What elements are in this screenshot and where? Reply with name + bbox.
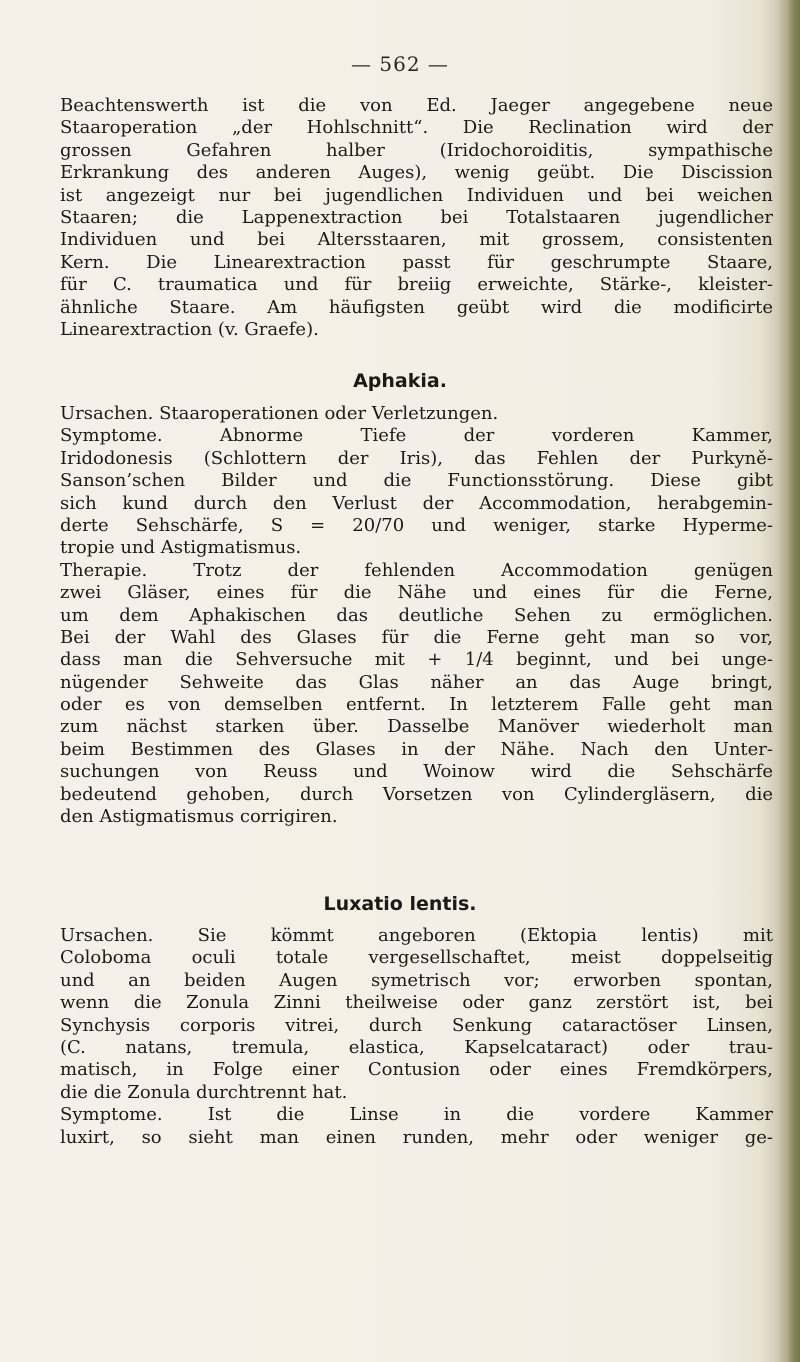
text-line: derte Sehschärfe, S = 20/70 und weniger, starke Hyperme- (60, 514, 773, 536)
section-heading-luxatio-lentis: Luxatio lentis. (323, 893, 477, 915)
text-line: Therapie. Trotz der fehlenden Accommodation genügen (60, 559, 773, 581)
page-number: — 562 — (351, 52, 449, 76)
text-line: (C. natans, tremula, elastica, Kapselcataract) oder trau- (60, 1036, 773, 1058)
text-line: Staaren; die Lappenextraction bei Totalstaaren jugendlicher (60, 206, 773, 228)
text-line: tropie und Astigmatismus. (60, 537, 302, 559)
text-line: Symptome. Ist die Linse in die vordere Kammer (60, 1104, 773, 1126)
text-line: um dem Aphakischen das deutliche Sehen zu ermöglichen. (60, 604, 773, 626)
text-line: matisch, in Folge einer Contusion oder eines Fremdkörpers, (60, 1059, 773, 1081)
text-line: und an beiden Augen symetrisch vor; erworben spontan, (60, 969, 773, 991)
text-line: sich kund durch den Verlust der Accommodation, herabgemin- (60, 492, 773, 514)
text-line: zum nächst starken über. Dasselbe Manöver wiederholt man (60, 716, 773, 738)
text-line: dass man die Sehversuche mit + 1/4 beginnt, und bei unge- (60, 649, 773, 671)
text-line: die die Zonula durchtrennt hat. (60, 1081, 348, 1103)
aphakia-section-body (60, 403, 773, 828)
text-line: Synchysis corporis vitrei, durch Senkung cataractöser Linsen, (60, 1014, 773, 1036)
text-line: oder es von demselben entfernt. In letzterem Falle geht man (60, 694, 773, 716)
text-line: Bei der Wahl des Glases für die Ferne geht man so vor, (60, 626, 773, 648)
luxatio-section-body (60, 925, 773, 1149)
text-line: nügender Sehweite das Glas näher an das Auge bringt, (60, 671, 773, 693)
page-edge-shadow (778, 0, 800, 1362)
text-line: Symptome. Abnorme Tiefe der vorderen Kammer, (60, 425, 773, 447)
text-line: den Astigmatismus corrigiren. (60, 806, 338, 828)
text-line: für C. traumatica und für breiig erweichte, Stärke-, kleister- (60, 274, 773, 296)
text-line: Ursachen. Sie kömmt angeboren (Ektopia lentis) mit (60, 925, 773, 946)
text-line: Iridodonesis (Schlottern der Iris), das Fehlen der Purkyně- (60, 447, 773, 469)
text-line: Linearextraction (v. Graefe). (60, 318, 319, 340)
text-line: Ursachen. Staaroperationen oder Verletzungen. (60, 403, 499, 424)
text-line: zwei Gläser, eines für die Nähe und eines für die Ferne, (60, 582, 773, 604)
text-line: suchungen von Reuss und Woinow wird die Sehschärfe (60, 761, 773, 783)
text-line: Erkrankung des anderen Auges), wenig geübt. Die Discission (60, 162, 773, 184)
text-line: Staaroperation „der Hohlschnitt“. Die Reclination wird der (60, 117, 773, 139)
text-line: Coloboma oculi totale vergesellschaftet, meist doppelseitig (60, 947, 773, 969)
text-line: wenn die Zonula Zinni theilweise oder ganz zerstört ist, bei (60, 992, 773, 1014)
text-line: grossen Gefahren halber (Iridochoroiditis, sympathische (60, 139, 773, 161)
text-line: Beachtenswerth ist die von Ed. Jaeger angegebene neue (60, 95, 773, 116)
text-line: ähnliche Staare. Am häufigsten geübt wird die modificirte (60, 296, 773, 318)
text-line: Sanson’schen Bilder und die Functionsstörung. Diese gibt (60, 470, 773, 492)
text-line: beim Bestimmen des Glases in der Nähe. Nach den Unter- (60, 738, 773, 760)
text-line: Kern. Die Linearextraction passt für geschrumpte Staare, (60, 251, 773, 273)
text-line: luxirt, so sieht man einen runden, mehr oder weniger ge- (60, 1126, 773, 1148)
section-heading-aphakia: Aphakia. (353, 370, 447, 392)
text-line: Individuen und bei Altersstaaren, mit grossem, consistenten (60, 229, 773, 251)
text-line: ist angezeigt nur bei jugendlichen Individuen und bei weichen (60, 184, 773, 206)
text-line: bedeutend gehoben, durch Vorsetzen von Cylindergläsern, die (60, 783, 773, 805)
intro-paragraph (60, 95, 773, 341)
